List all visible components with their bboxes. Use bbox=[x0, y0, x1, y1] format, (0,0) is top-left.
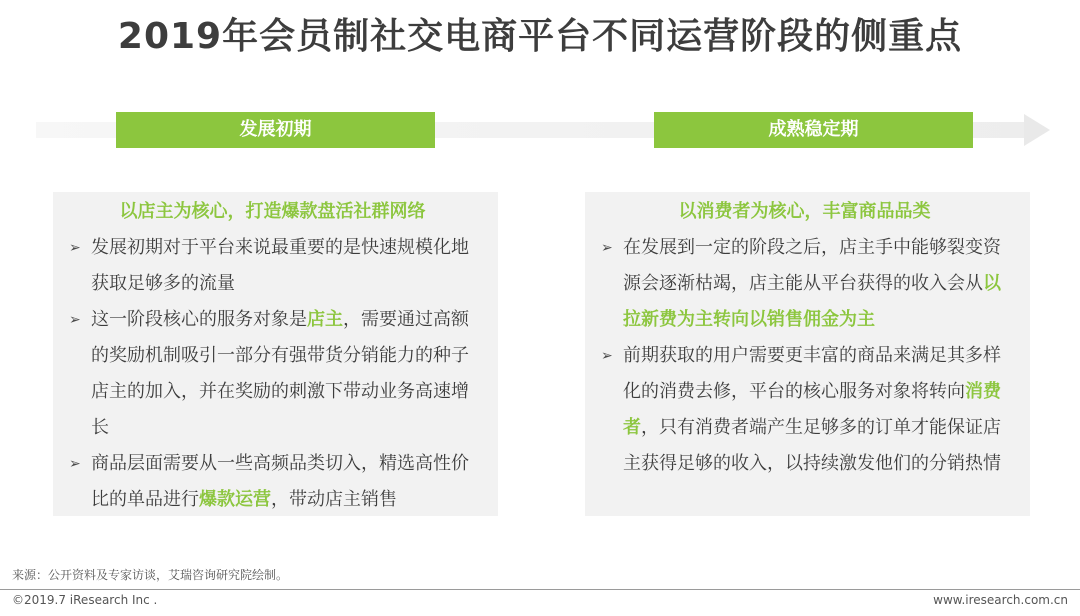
arrow-bullet-icon: ➢ bbox=[69, 456, 81, 472]
bullet-list bbox=[69, 230, 476, 518]
bullet-text: 这一阶段核心的服务对象是 bbox=[91, 309, 307, 330]
bullet-text: 商品层面需要从一些高频品类切入，精选高性价比的单品进行 bbox=[91, 453, 469, 510]
arrow-bullet-icon: ➢ bbox=[69, 240, 81, 256]
bullet-text: 在发展到一定的阶段之后，店主手中能够裂变资源会逐渐枯竭，店主能从平台获得的收入会从 bbox=[623, 237, 1001, 294]
list-item bbox=[601, 230, 1008, 338]
bullet-text: 发展初期对于平台来说最重要的是快速规模化地获取足够多的流量 bbox=[91, 237, 469, 294]
bullet-text: ，需要通过高额的奖励机制吸引一部分有强带货分销能力的种子店主的加入，并在奖励的刺激下带动业务高速增长 bbox=[91, 309, 469, 438]
highlight-text: 爆款运营 bbox=[199, 489, 271, 510]
bullet-list bbox=[601, 230, 1008, 482]
copyright-text: ©2019.7 iResearch Inc . bbox=[12, 593, 158, 607]
list-item bbox=[601, 338, 1008, 482]
timeline-arrow-icon bbox=[1024, 114, 1050, 146]
list-item bbox=[69, 302, 476, 446]
bullet-text: ，只有消费者端产生足够多的订单才能保证店主获得足够的收入，以持续激发他们的分销热情 bbox=[623, 417, 1001, 474]
panel-heading: 以消费者为核心，丰富商品品类 bbox=[678, 201, 931, 222]
bullet-text: 前期获取的用户需要更丰富的商品来满足其多样化的消费去修，平台的核心服务对象将转向 bbox=[623, 345, 1001, 402]
arrow-bullet-icon: ➢ bbox=[601, 240, 613, 256]
arrow-bullet-icon: ➢ bbox=[69, 312, 81, 328]
list-item bbox=[69, 446, 476, 518]
page-title: 2019年会员制社交电商平台不同运营阶段的侧重点 bbox=[117, 16, 963, 57]
panel-mature-stage bbox=[585, 192, 1030, 516]
highlight-text: 消费者 bbox=[623, 381, 1001, 438]
source-note: 来源：公开资料及专家访谈，艾瑞咨询研究院绘制。 bbox=[12, 568, 289, 582]
list-item bbox=[69, 230, 476, 302]
arrow-bullet-icon: ➢ bbox=[601, 348, 613, 364]
highlight-text: 以拉新费为主转向以销售佣金为主 bbox=[623, 273, 1001, 330]
panel-early-stage bbox=[53, 192, 498, 516]
footer-divider bbox=[0, 589, 1080, 590]
phase-label-early: 发展初期 bbox=[116, 112, 435, 148]
phase-label-mature: 成熟稳定期 bbox=[654, 112, 973, 148]
bullet-text: ，带动店主销售 bbox=[271, 489, 397, 510]
highlight-text: 店主 bbox=[307, 309, 343, 330]
panel-heading: 以店主为核心，打造爆款盘活社群网络 bbox=[119, 201, 426, 222]
website-link[interactable]: www.iresearch.com.cn bbox=[933, 593, 1068, 607]
